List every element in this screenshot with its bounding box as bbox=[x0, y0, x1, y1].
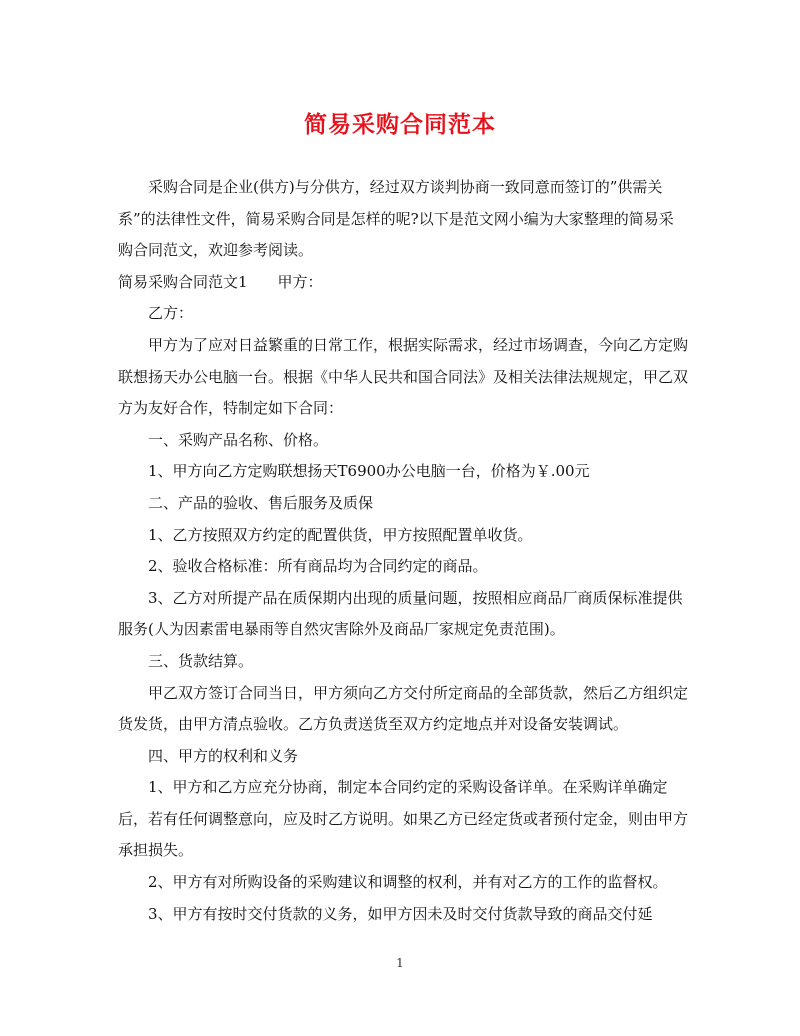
clause-4-2: 2、甲方有对所购设备的采购建议和调整的权利，并有对乙方的工作的监督权。 bbox=[148, 873, 668, 892]
party-a-label: 甲方： bbox=[277, 272, 323, 291]
page-number: 1 bbox=[396, 956, 404, 970]
document-title: 简易采购合同范本 bbox=[304, 111, 496, 138]
clause-2-3: 3、乙方对所提产品在质保期内出现的质量问题，按照相应商品厂商质保标准提供服务(人为因素雷电暴雨等自然灾害除外及商品厂家规定免责范围)。 bbox=[118, 588, 683, 639]
preamble-paragraph: 甲方为了应对日益繁重的日常工作，根据实际需求，经过市场调查，今向乙方定购联想扬天办公电脑一台。根据《中华人民共和国合同法》及相关法律法规规定，甲乙双方为友好合作，特制定如下合同： bbox=[118, 335, 689, 418]
party-b-label: 乙方： bbox=[148, 304, 194, 323]
clause-3-body: 甲乙双方签订合同当日，甲方须向乙方交付所定商品的全部货款，然后乙方组织定货发货，由甲方清点验收。乙方负责送货至双方约定地点并对设备安装调试。 bbox=[118, 683, 689, 734]
document-body bbox=[118, 172, 688, 930]
section-heading-3: 三、货款结算。 bbox=[148, 651, 254, 670]
clause-4-1: 1、甲方和乙方应充分协商，制定本合同约定的采购设备详单。在采购详单确定后，若有任何调整意向，应及时乙方说明。如果乙方已经定货或者预付定金，则由甲方承担损失。 bbox=[118, 778, 689, 860]
section-heading-2: 二、产品的验收、售后服务及质保 bbox=[148, 493, 374, 512]
clause-4-3: 3、甲方有按时交付货款的义务，如甲方因未及时交付货款导致的商品交付延 bbox=[148, 904, 653, 923]
sample-heading: 简易采购合同范文1 bbox=[118, 272, 248, 291]
clause-2-2: 2、验收合格标准：所有商品均为合同约定的商品。 bbox=[148, 557, 488, 576]
clause-2-1: 1、乙方按照双方约定的配置供货，甲方按照配置单收货。 bbox=[148, 525, 533, 544]
clause-1-1: 1、甲方向乙方定购联想扬天T6900办公电脑一台，价格为￥.00元 bbox=[148, 462, 590, 481]
intro-paragraph: 采购合同是企业(供方)与分供方，经过双方谈判协商一致同意而签订的”供需关系”的法律性文件，简易采购合同是怎样的呢?以下是范文网小编为大家整理的简易采购合同范文，欢迎参考阅读。 bbox=[118, 178, 674, 260]
section-heading-4: 四、甲方的权利和义务 bbox=[148, 746, 299, 765]
sample-heading-line bbox=[118, 267, 688, 299]
section-heading-1: 一、采购产品名称、价格。 bbox=[148, 430, 329, 449]
